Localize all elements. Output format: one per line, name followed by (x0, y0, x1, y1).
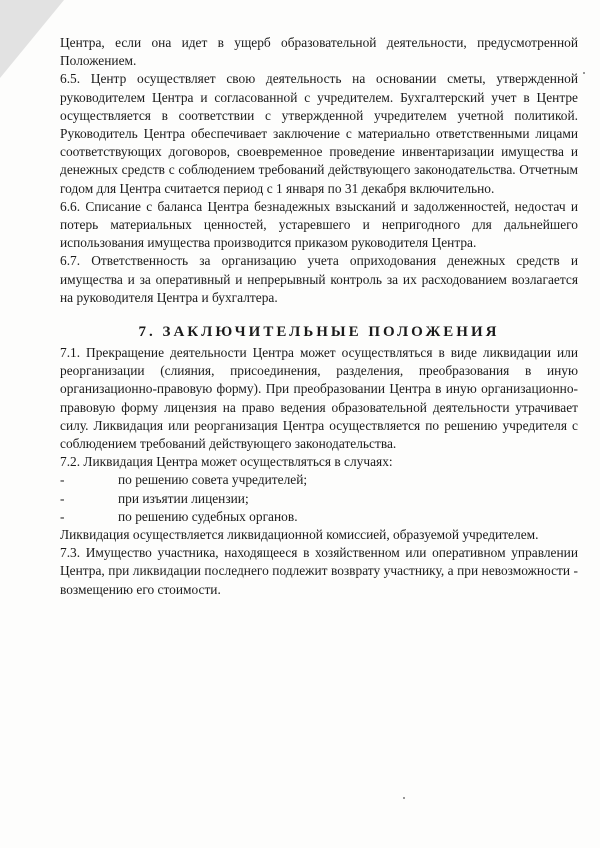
scan-speck (403, 797, 405, 799)
list-item (60, 490, 578, 508)
document-body (60, 34, 578, 599)
paragraph-7-2: 7.2. Ликвидация Центра может осуществляться в случаях: (60, 454, 393, 470)
list-dash: - (60, 490, 65, 506)
liquidation-note: Ликвидация осуществляется ликвидационной комиссией, образуемой учредителем. (60, 527, 539, 543)
paragraph-6-5: 6.5. Центр осуществляет свою деятельность на основании сметы, утвержденной руководителем Центра и согласованной с учредителем. Бухгалтерский учет в Центре осуществляется в соответствии с утвержденной учредителем учетной политикой. Руководитель Центра обеспечивает заключение с материально ответственными лицами соответствующих договоров, своевременное проведение инвентаризации имущества и денежных средств с соблюдением требований действующего законодательства. Отчетным годом для Центра считается период с 1 января по 31 декабря включительно. (60, 71, 578, 196)
list-item (60, 508, 578, 526)
list-dash: - (60, 508, 65, 524)
paragraph-6-6: 6.6. Списание с баланса Центра безнадежных взысканий и задолженностей, недостач и потерь материальных ценностей, устаревшего и непригодного для дальнейшего использования имущества производится приказом руководителя Центра. (60, 198, 578, 251)
paragraph-6-7: 6.7. Ответственность за организацию учета оприходования денежных средств и имущества и за оперативный и непрерывный контроль за их расходованием возлагается на руководителя Центра и бухгалтера. (60, 253, 578, 305)
paragraph-7-3: 7.3. Имущество участника, находящееся в хозяйственном или оперативном управлении Центра, при ликвидации последнего подлежит возврату участнику, а при невозможности - возмещению его стоимости. (60, 545, 578, 597)
scan-speck (583, 72, 585, 74)
list-item-text: при изъятии лицензии; (118, 490, 249, 506)
list-dash: - (60, 472, 65, 488)
list-item-text: по решению судебных органов. (118, 508, 298, 524)
folded-corner (0, 0, 64, 78)
section-7-heading: 7. ЗАКЛЮЧИТЕЛЬНЫЕ ПОЛОЖЕНИЯ (138, 324, 500, 341)
paragraph-7-1: 7.1. Прекращение деятельности Центра может осуществляться в виде ликвидации или реорганизации (слияния, присоединения, разделения, преобразования в иную организационно-правовую форму). При преобразовании Центра в иную организационно-правовую форму лицензия на право ведения образовательной деятельности утрачивает силу. Ликвидация или реорганизация Центра осуществляется по решению учредителя с соблюдением требований действующего законодательства. (60, 345, 578, 452)
list-item (60, 471, 578, 489)
continuation-paragraph: Центра, если она идет в ущерб образовательной деятельности, предусмотренной Положением. (60, 35, 578, 69)
list-item-text: по решению совета учредителей; (118, 472, 308, 488)
